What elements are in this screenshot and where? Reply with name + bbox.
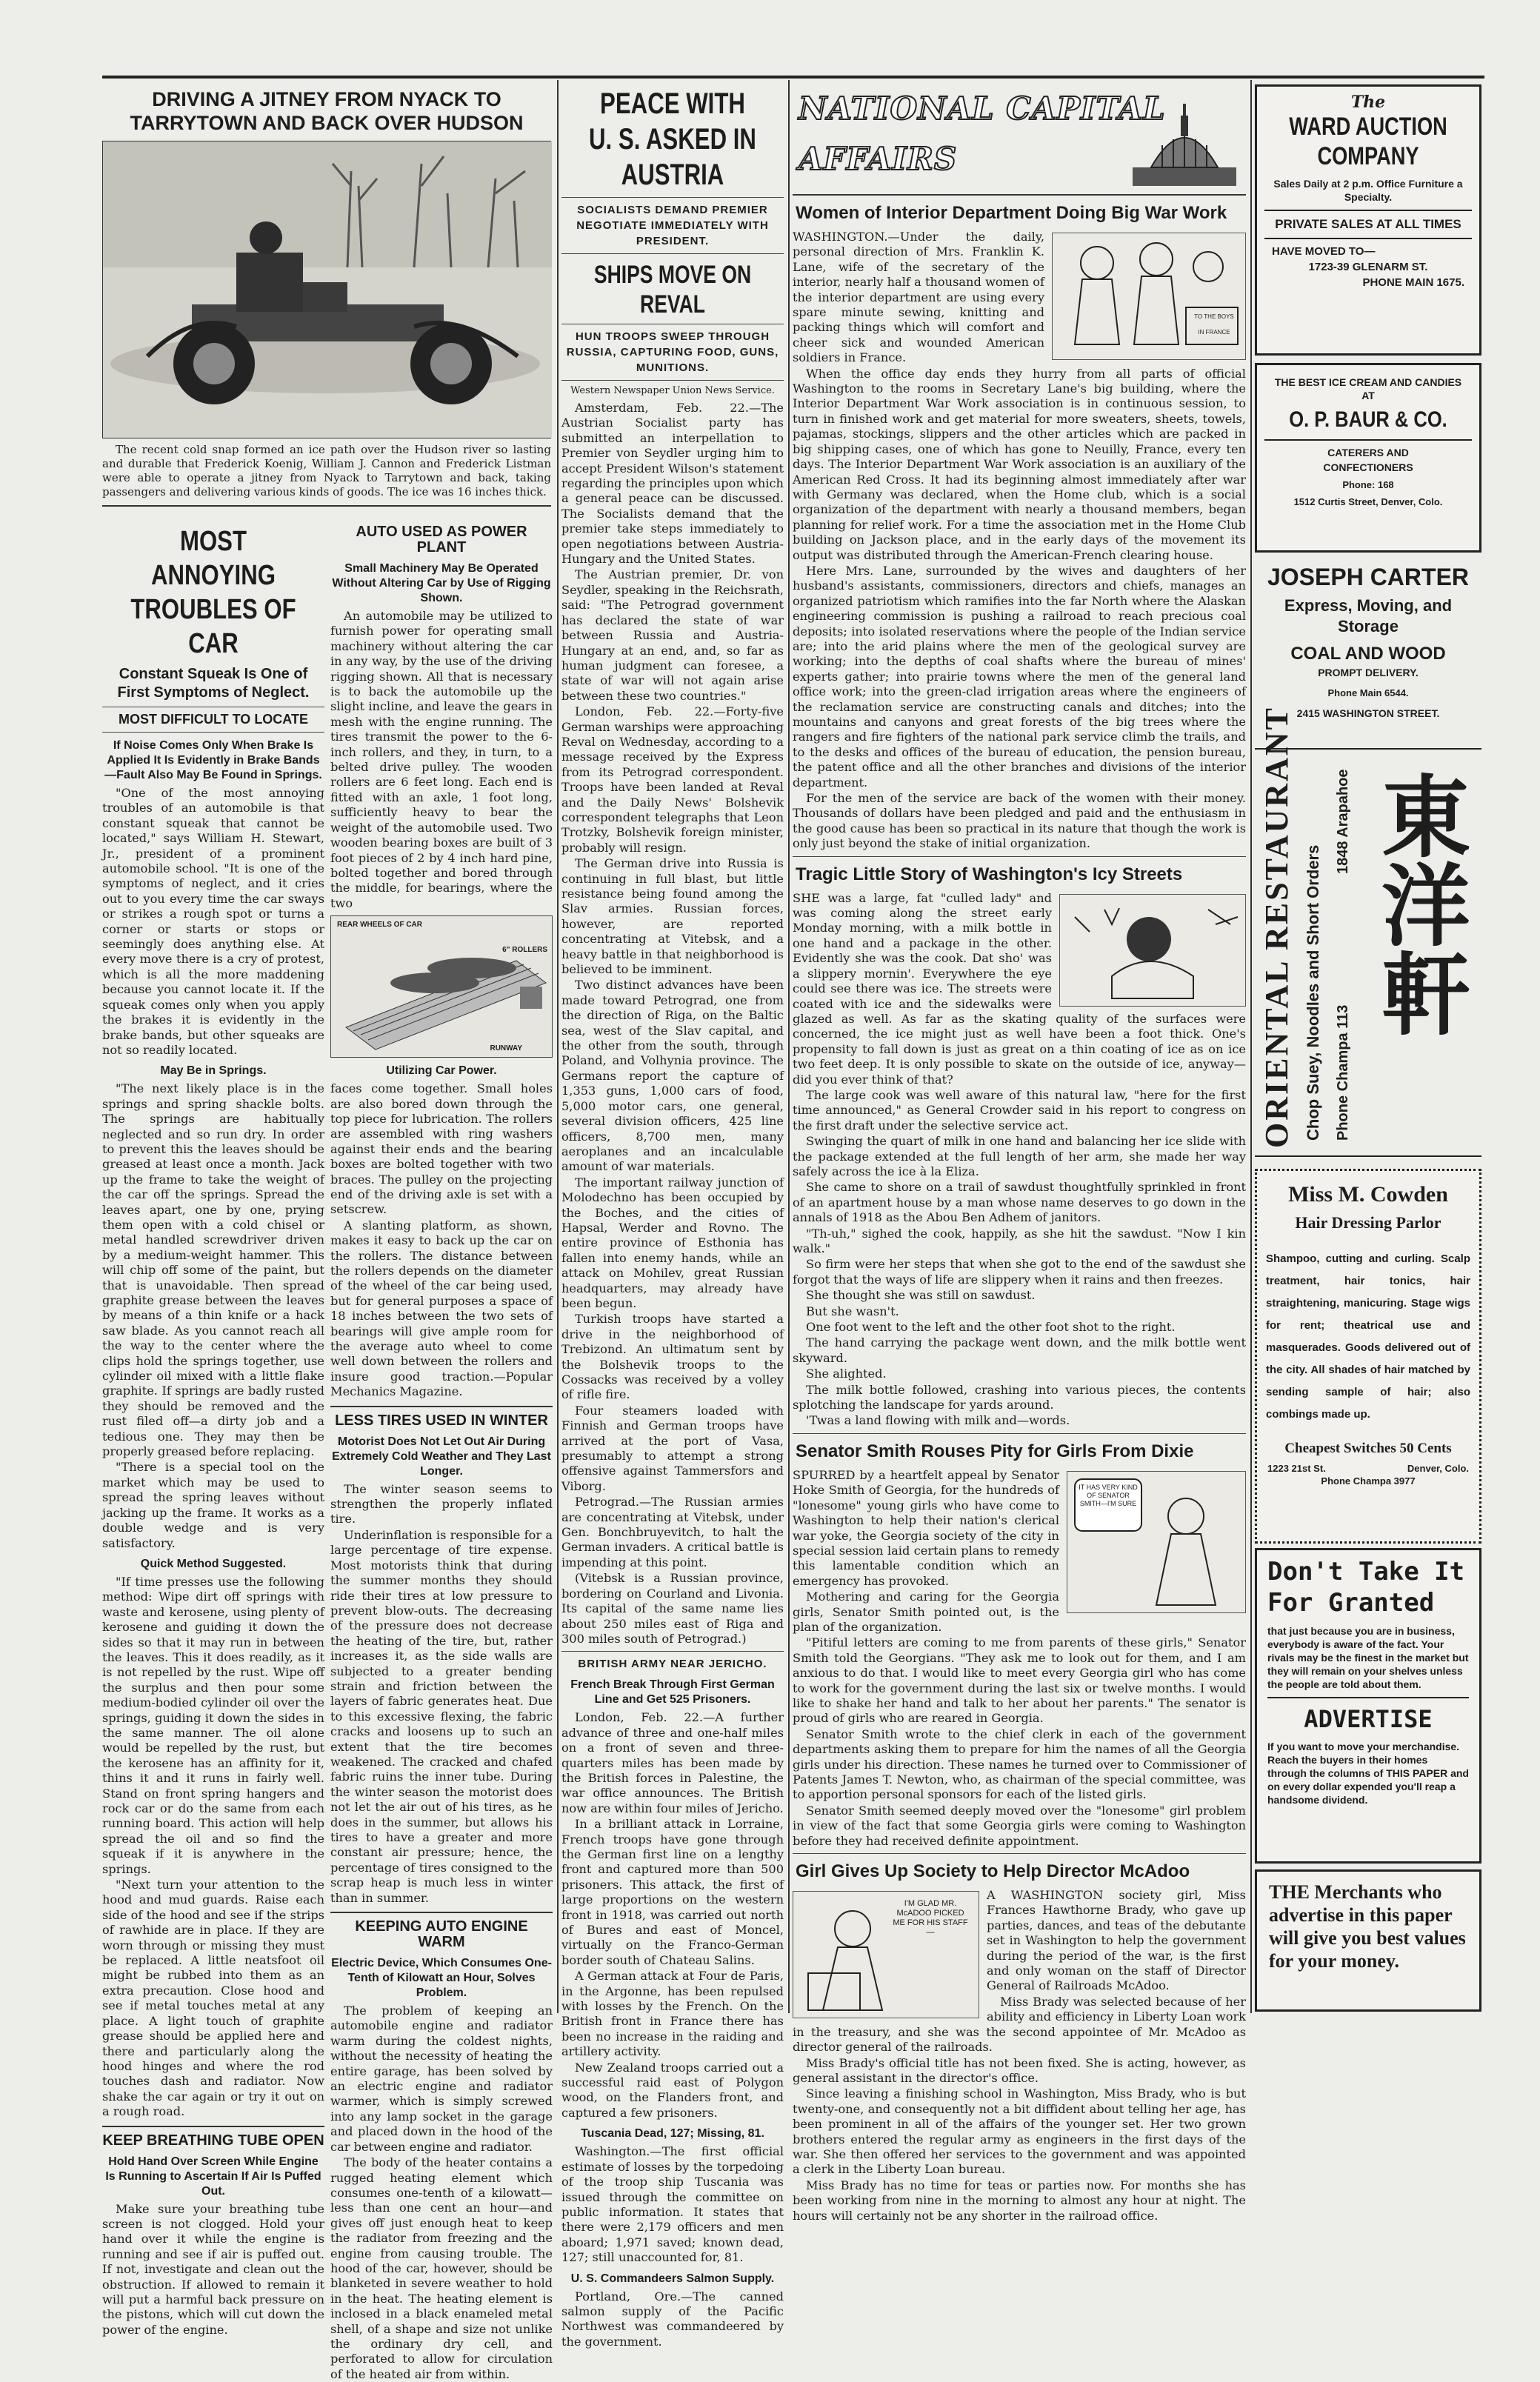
- merchants-ad: [1255, 1869, 1481, 2012]
- ad-the: The: [1350, 93, 1386, 112]
- illustration-drawing: [1060, 895, 1245, 1006]
- speech-bubble: IT HAS VERY KIND OF SENATOR SMITH—I'M SURE: [1079, 1483, 1138, 1507]
- ad-content: [1257, 93, 1479, 289]
- power-title: AUTO USED AS POWER PLANT: [356, 524, 527, 556]
- paragraph: London, Feb. 22.—A further advance of three and one-half miles on a front of seven and three-quarters miles has been made by the British forces in Palestine, the war office announces. The British now are within four miles of Jericho.: [561, 1710, 784, 1815]
- restaurant-phone: Phone Champa 113: [1335, 1004, 1351, 1141]
- divider: [330, 1406, 553, 1407]
- paragraph: Two distinct advances have been made toward Petrograd, one from the direction of Riga, on the Baltic sea, west of the Slav capital, and the other from the south, through Poland, and Volhynia province. The Germans report the capture of 1,353 guns, 1,000 cars of food, 5,000 motor cars, one general, several division officers, 425 line officers, 8,700 men, many aeroplanes and an incalculable amount of war materials.: [561, 978, 784, 1174]
- column-3: [561, 80, 784, 2349]
- capitol-dome-icon: [1129, 93, 1240, 190]
- ad-line: CONFECTIONERS: [1323, 461, 1413, 473]
- paragraph: Petrograd.—The Russian armies are concentrating at Vitebsk, under Gen. Bonchbruyevitch, to halt the German invaders. A critical battle is impending at this point.: [561, 1495, 784, 1569]
- column-rule: [1250, 80, 1252, 2013]
- paragraph: Miss Brady was selected because of her ability and efficiency in Liberty Loan work in the treasury, and she was the second appointee of Mr. McAdoo as director general of the railroads.: [793, 1994, 1246, 2055]
- ad-line: Phone: 168: [1342, 479, 1394, 490]
- paragraph: A German attack at Four de Paris, in the Argonne, has been repulsed with losses by the French. On the British front in France there has been no increase in the raiding and artillery activity.: [561, 1969, 784, 2059]
- ad-line: 1223 21st St.: [1267, 1463, 1326, 1474]
- army-deck: French Break Through First German Line and Get 525 Prisoners.: [570, 1678, 775, 1707]
- paragraph: "Pitiful letters are coming to me from parents of these girls," Senator Smith told the Georgians. "They ask me to look out for them, and I am anxious to do that. I would like to meet every Georgia girl who has come to work for the government during the last six or twelve months. I would like to shake her hand and talk to her about her parents." The senator is proud of girls who are reared in Georgia.: [793, 1635, 1246, 1726]
- jitney-title: DRIVING A JITNEY FROM NYACK TO TARRYTOWN AND BACK OVER HUDSON: [130, 88, 524, 134]
- slipping-cook-illustration: [1059, 894, 1246, 1007]
- divider: [561, 253, 784, 254]
- paragraph: "One of the most annoying troubles of an automobile is that constant squeak that cannot be located," says William H. Stewart, Jr., president of a prominent automobile school. "It is one of the symptoms of neglect, and it cries out to you every time the car sways or strikes a rough spot or turns a corner or starts or stops or seemingly does anything else. At every move there is a cry of protest, which is all the more maddening because you cannot locate it. If the squeak comes only when you apply the brakes it is evidently in the brake bands, but other squeaks are not so readily located.: [102, 786, 324, 1057]
- paragraph: Here Mrs. Lane, surrounded by the wives and daughters of her husband's assistants, commissioners, directors and chiefs, manages an organized patriotism which ramifies into the far North where the Alaskan engineering commission is pushing a railroad to reach precious coal deposits; into isolated reservations where the people of the Indian service are; into the arid plains where the men of the geological survey are working; into the depths of coal shafts where the bureau of mines' experts gather; into prairie towns where the men of the general land office work; into the green-clad irrigation areas where the engineers of the reclamation service are constructing canals and ditches; into the mountains and canyons and great forests of the big trees where the rangers and fire fighters of the national park service climb the trails, and to the desks and offices of the bureau of education, the pension bureau, the patent office and all the other branches and divisions of the interior department.: [793, 563, 1246, 790]
- tires-deck: Motorist Does Not Let Out Air During Extremely Cold Weather and They Last Longer.: [332, 1435, 551, 1478]
- story4-title: Girl Gives Up Society to Help Director McAdoo: [796, 1861, 1190, 1882]
- brady-illustration: [793, 1891, 979, 2018]
- power-body: [330, 609, 553, 911]
- ad-name: Miss M. Cowden: [1288, 1182, 1448, 1207]
- paragraph: The large cook was well aware of this natural law, "here for the first time announced," as General Crowder said in his report to congress on the first draft under the selective service act.: [793, 1087, 1246, 1132]
- ad-body: that just because you are in business, everybody is aware of the fact. Your rivals may be the finest in the market but they will remain on your shelves unless the people are told about them.: [1267, 1625, 1469, 1690]
- masthead-line-2: AFFAIRS: [799, 141, 958, 177]
- divider: [793, 1853, 1246, 1854]
- column-4: [793, 80, 1246, 2223]
- jitney-caption: The recent cold snap formed an ice path over the Hudson river so lasting and durable that Frederick Koenig, William J. Cannon and Frederick Listman were able to operate a jitney from Nyack to Tarrytown and back, taking passengers and delivering various kinds of goods. The ice was 16 inches thick.: [102, 443, 551, 498]
- news-service: Western Newspaper Union News Service.: [570, 385, 775, 396]
- ad-line: HAVE MOVED TO—: [1272, 245, 1376, 258]
- divider: [561, 380, 784, 381]
- peace-body: [561, 401, 784, 1647]
- paragraph: A slanting platform, as shown, makes it easy to back up the car on the rollers. The distance between the rollers depends on the diameter of the wheel of the car being used, but for general purposes a space of 18 inches between the two sets of bearings will give ample room for the average auto wheel to come well down between the rollers and insure good traction.—Popular Mechanics Magazine.: [330, 1218, 553, 1399]
- springs-head: May Be in Springs.: [160, 1064, 267, 1078]
- paragraph: In a brilliant attack in Lorraine, French troops have gone through the German first line on a lengthy front and captured more than 500 prisoners. This attack, the first of large proportions on the western front in 1918, was carried out north of Bures and east of Moncel, virtually on the Franco-German border south of Chateau Salins.: [561, 1817, 784, 1967]
- paragraph: Senator Smith wrote to the chief clerk in each of the government departments asking them to prepare for him the names of all the Georgia girls under his direction. These names he turned over to Commissioner of Patents James T. Newton, who, as chairman of the special committee, was to apportion personal sponsors for each of the listed girls.: [793, 1727, 1246, 1802]
- springs-body: [102, 1081, 324, 1551]
- paragraph: One foot went to the left and the other foot shot to the right.: [806, 1320, 1176, 1335]
- ad-body: Shampoo, cutting and curling. Scalp treatment, hair tonics, hair straightening, manicuring. Stage wigs for rent; theatrical use and masquerades. Goods delivered out of the city. All shades of hair matched by sending sample of hair; also combings made up.: [1266, 1252, 1470, 1421]
- restaurant-phone-wrap: [1332, 755, 1361, 1155]
- paragraph: Mothering and caring for the Georgia girls, Senator Smith pointed out, is the plan of the organization.: [793, 1589, 1059, 1634]
- paragraph: Swinging the quart of milk in one hand and balancing her ice slide with the package extended at the full length of her arm, she made her way safely across the ice à la Eliza.: [793, 1134, 1246, 1178]
- paragraph: The body of the heater contains a rugged heating element which consumes one-tenth of a kilowatt—less than one cent an hour—and gives off just enough heat to keep the radiator from freezing and the engine from causing trouble. The hood of the car, however, should be blanketed in severe weather to hold in the heat. The heating element is inclosed in a black enameled metal shell, of a shape and size not unlike the ordinary dry cell, and perforated to allow for circulation of the heated air from within.: [330, 2155, 553, 2381]
- tube-title: KEEP BREATHING TUBE OPEN: [102, 2132, 324, 2149]
- paragraph: An automobile may be utilized to furnish power for operating small machinery without altering the car in any way, by the use of the driving rigging shown. All that is necessary is to back the automobile up the slight incline, and leave the gears in mesh with the engine running. The tires transmit the power to the 6-inch rollers, and they, in turn, to a belted drive pulley. The wooden rollers are 6 feet long. Each end is fitted with an axle, 1 foot long, sufficiently heavy to bear the weight of the automobile used. Two wooden bearing boxes are built of 3 foot pieces of 2 by 4 inch hard pine, bolted together and bored through the middle, for bearings, where the two: [330, 609, 553, 910]
- paragraph: 'Twas a land flowing with milk and—words.: [806, 1413, 1070, 1428]
- story3-title: Senator Smith Rouses Pity for Girls From Dixie: [796, 1441, 1194, 1461]
- paragraph: The winter season seems to strengthen the properly inflated tire.: [330, 1481, 553, 1527]
- paragraph: She came to shore on a trail of sawdust thoughtfully sprinkled in front of an apartment house by a man whose name deserves to go down in the annals of 1918 as the Abou Ben Adhem of janitors.: [793, 1180, 1246, 1225]
- ad-body: THE Merchants who advertise in this paper will give you best values for your money.: [1269, 1881, 1466, 1972]
- dont-take-it-for-granted-ad: [1255, 1548, 1481, 1864]
- story2-body: [793, 891, 1246, 1429]
- paragraph: She thought she was still on sawdust.: [806, 1288, 1036, 1303]
- paragraph: Make sure your breathing tube screen is not clogged. Hold your hand over it while the engine is running and see if air is puffed out. If not, investigate and clean out the obstruction. If allowed to remain it will put a harmful back pressure on the pistons, which will cut down the power of the engine.: [102, 2201, 324, 2337]
- restaurant-name-wrap: [1258, 706, 1302, 1155]
- divider: [102, 732, 324, 733]
- paragraph: Miss Brady's official title has not been fixed. She is acting, however, as general assistant in the director's office.: [793, 2055, 1246, 2085]
- paragraph: The hand carrying the package went down, and the milk bottle went skyward.: [793, 1335, 1246, 1365]
- divider: [793, 856, 1246, 857]
- paragraph: Senator Smith seemed deeply moved over the "lonesome" girl problem in view of the fact that some Georgia girls were coming to Washington before they had received definite appointment.: [793, 1803, 1246, 1848]
- tuscania-body: [561, 2144, 784, 2265]
- power-deck: Small Machinery May Be Operated Without Altering Car by Use of Rigging Shown.: [332, 562, 551, 604]
- ad-name: WARD AUCTION COMPANY: [1289, 113, 1447, 170]
- paragraph: New Zealand troops carried out a successful raid east of Polygon wood, on the Flanders front, and captured a few prisoners.: [561, 2060, 784, 2120]
- story3-body: [793, 1468, 1246, 1849]
- paragraph: Amsterdam, Feb. 22.—The Austrian Socialist party has submitted an interpellation to Premier von Seydler urging him to accept President Wilson's statement regarding the principles upon which a general peace can be discussed. The Socialists demand that the premier take steps immediately to open negotiations between Austria-Hungary and the United States.: [561, 401, 784, 567]
- paragraph: Four steamers loaded with Finnish and German troops have arrived at the port of Vasa, presumably to attempt a strong offensive against Tammersfors and Viborg.: [561, 1403, 784, 1493]
- ad-title: Don't Take It For Granted: [1267, 1557, 1465, 1618]
- warm-deck: Electric Device, Which Consumes One-Tenth of Kilowatt an Hour, Solves Problem.: [331, 1957, 552, 2000]
- tube-deck: Hold Hand Over Screen While Engine Is Running to Ascertain If Air Is Puffed Out.: [105, 2155, 321, 2198]
- ad-content: [1255, 563, 1481, 719]
- paragraph: "If time presses use the following method: Wipe dirt off springs with waste and kerosene, using plenty of kerosene and guiding it down the sides so that it may run in between the leaves. This it does readily, as it is not repelled by the rust. Wipe off the surplus and then pour some medium-bodied cylinder oil over the springs, guiding it down the sides in the same manner. The oil alone would be repelled by the rust, but the kerosene has an affinity for it, thins it and it runs in fairly well. Stand on front spring hangers and rock car or do the same from each running board. This action will help spread the oil and so find the squeak if it is anywhere in the springs.: [102, 1574, 324, 1876]
- paragraph: For the men of the service are back of the women with their money. Thousands of dollars have been pledged and paid and the enthusiasm in the good cause has been so practical in its nature that though the work is only just beyond the stake of initial organization.: [793, 791, 1246, 851]
- salmon-head: U. S. Commandeers Salmon Supply.: [570, 2272, 775, 2285]
- column-rule: [788, 80, 790, 2013]
- column-2: [330, 518, 553, 2381]
- top-rule: [102, 76, 1484, 79]
- ad-line: PHONE MAIN 1675.: [1362, 276, 1464, 289]
- ad-line: THE BEST ICE CREAM AND CANDIES AT: [1274, 376, 1462, 401]
- figure-caption: Utilizing Car Power.: [386, 1064, 497, 1078]
- ad-line: CATERERS AND: [1327, 447, 1409, 458]
- paragraph: The problem of keeping an automobile engine and radiator warm during the coldest nights, without the necessity of heating the entire garage, has been solved by an electric engine and radiator warmer, which is simply screwed into any lamp socket in the garage and placed down in the hood of the car between engine and radiator.: [330, 2004, 553, 2154]
- salmon-body: [561, 2289, 784, 2350]
- story1-body: [793, 230, 1246, 852]
- divider: [1264, 439, 1472, 441]
- restaurant-line-wrap: [1301, 755, 1333, 1155]
- power-figure: [330, 915, 553, 1058]
- divider: [102, 2126, 324, 2127]
- divider: [330, 1912, 553, 1913]
- ad-content: [1257, 1550, 1479, 1818]
- tube-body: [102, 2202, 324, 2338]
- paragraph: (Vitebsk is a Russian province, bordering on Courland and Livonia. Its capital of the same name lies about 250 miles east of Riga and 300 miles south of Petrograd.): [561, 1571, 784, 1646]
- paragraph: Underinflation is responsible for a large percentage of tire expense. Most motorists think that during the summer months they should ride their tires at low pressure to prevent blow-outs. The decreasing of the pressure does not decrease the heating of the tire, but, rather increases it, as the side walls are subjected to a greater bending strain and friction between the layers of fabric generates heat. Due to this excessive flexing, the fabric cracks and loosens up to such an extent that the tire becomes weakened. The cracked and chafed fabric ruins the inner tube. During the winter season the motorist does not let the air out of his tires, as he does in the summer, but allows his tires to have a greater and more constant air pressure; hence, the percentage of tires consigned to the scrap heap is much less in winter than in summer.: [330, 1527, 553, 1905]
- figure-label-wheels: REAR WHEELS OF CAR: [337, 921, 422, 930]
- army-body: [561, 1710, 784, 2121]
- restaurant-address: 1848 Arapahoe: [1335, 769, 1351, 874]
- ad-title-2: ADVERTISE: [1304, 1705, 1433, 1733]
- quick-head: Quick Method Suggested.: [140, 1557, 287, 1570]
- reval-deck: HUN TROOPS SWEEP THROUGH RUSSIA, CAPTURING FOOD, GUNS, MUNITIONS.: [566, 330, 779, 374]
- paragraph: SPURRED by a heartfelt appeal by Senator Hoke Smith of Georgia, for the hundreds of "lonesome" young girls who have come to Washington to help their nation's clerical war yoke, the Georgia society of the city in special session laid certain plans to remedy this lamentable condition which an emergency has provoked.: [793, 1467, 1059, 1588]
- story2-title: Tragic Little Story of Washington's Icy Streets: [796, 864, 1183, 884]
- tires-title: LESS TIRES USED IN WINTER: [335, 1412, 548, 1429]
- ad-line: Sales Daily at 2 p.m. Office Furniture a Specialty.: [1273, 178, 1463, 203]
- ad-address: [1267, 1463, 1469, 1474]
- paragraph: London, Feb. 22.—Forty-five German warships were approaching Reval on Wednesday, according to a message received by the Express from its Petrograd correspondent. Troops have been landed at Reval and the Daily News' Bolshevik correspondent telegraphs that Leon Trotzky, Bolshevik foreign minister, probably will resign.: [561, 704, 784, 855]
- troubles-deck-3: If Noise Comes Only When Brake Is Applied It Is Evidently in Brake Bands—Fault Also May Be Found in Springs.: [104, 739, 322, 781]
- ad-body: If you want to move your merchandise. Reach the buyers in their homes through the columns of THIS PAPER and on every dollar expended you'll reap a handsome dividend.: [1267, 1741, 1469, 1806]
- paragraph: "Th-uh," sighed the cook, happily, as she hit the sawdust. "Now I kin walk.": [793, 1226, 1246, 1255]
- ad-line: 2415 WASHINGTON STREET.: [1296, 707, 1440, 719]
- knitting-women-illustration: [1052, 233, 1246, 360]
- divider: [793, 1433, 1246, 1434]
- ad-name: JOSEPH CARTER: [1267, 564, 1470, 590]
- figure-label-rollers: 6" ROLLERS: [502, 946, 547, 955]
- paragraph: She alighted.: [806, 1367, 887, 1381]
- paragraph: faces come together. Small holes are also bored down through the top piece for lubrication. The rollers are assembled with ring washers against their ends and the bearing boxes are bolted together with two braces. The pulley on the projecting end of the driving axle is set with a setscrew.: [330, 1081, 553, 1217]
- figure-label-runway: RUNWAY: [490, 1044, 522, 1053]
- ad-name: O. P. BAUR & CO.: [1289, 407, 1447, 432]
- ad-line: Denver, Colo.: [1407, 1463, 1469, 1474]
- warm-title: KEEPING AUTO ENGINE WARM: [355, 1918, 528, 1951]
- baur-ad: [1255, 363, 1481, 553]
- ad-content: [1257, 376, 1479, 507]
- power-body-2: [330, 1081, 553, 1400]
- georgia-girl-illustration: [1067, 1471, 1246, 1613]
- ad-line: PROMPT DELIVERY.: [1318, 667, 1419, 678]
- paragraph: The German drive into Russia is continuing in full blast, but little resistance being found among the Slav armies. Russian forces, however, are reported concentrating at Vitebsk, and a heavy battle in that neighborhood is believed to be imminent.: [561, 856, 784, 977]
- troubles-body: [102, 786, 324, 1058]
- rollers-diagram: [331, 916, 552, 1057]
- paragraph: So firm were her steps that when she got to the end of the sawdust she forgot that the ways of life are slippery when it rains and then freezes.: [793, 1257, 1246, 1287]
- restaurant-chinese-sign: 東洋軒: [1367, 770, 1470, 1037]
- ad-line: Cheapest Switches 50 Cents: [1284, 1441, 1452, 1456]
- army-head: BRITISH ARMY NEAR JERICHO.: [578, 1658, 767, 1671]
- paragraph: Miss Brady has no time for teas or parties now. For months she has been working from nine in the morning to almost any hour at night. The hours will certainly not be any shorter in the railroad office.: [793, 2178, 1246, 2223]
- paragraph: The important railway junction of Molodechno has been occupied by the Boches, and the cities of Hapsal, Werder and Rovno. The entire province of Esthonia has fallen into enemy hands, while an attack on Mohilev, great Russian headquarters, may already have been begun.: [561, 1175, 784, 1310]
- column-rule: [557, 80, 559, 2013]
- restaurant-name: ORIENTAL RESTAURANT: [1259, 706, 1295, 1148]
- paragraph: "The next likely place is in the springs and spring shackle bolts. The springs are habitually neglected and so run dry. In order to prevent this the leaves should be greased at least once a month. Jack up the frame to take the weight of the car off the springs. Spread the leaves apart, one by one, prying them open with a cold chisel or metal handled screwdriver driven by a medium-weight hammer. This will chip off some of the paint, but that is unavoidable. Then spread graphite grease between the leaves by means of a thin knife or a hack saw blade. As you cannot reach all the way to the center where the clips hold the springs together, use cylinder oil mixed with a little flake graphite. If springs are badly rusted they should be removed and the rust filed off—a dirty job and a tedious one. They may then be properly greased before replacing.: [102, 1081, 324, 1459]
- ward-auction-ad: [1255, 84, 1481, 356]
- jitney-photo: [102, 141, 551, 438]
- divider: [561, 1651, 784, 1652]
- troubles-deck-2: MOST DIFFICULT TO LOCATE: [119, 712, 308, 727]
- illustration-drawing: [1053, 233, 1245, 359]
- ad-line: Express, Moving, and Storage: [1284, 596, 1453, 635]
- quick-body: [102, 1575, 324, 2120]
- ad-line: Phone Champa 3977: [1321, 1475, 1416, 1487]
- ad-line: Hair Dressing Parlor: [1295, 1213, 1441, 1232]
- paragraph: When the office day ends they hurry from all parts of official Washington to the rooms in Secretary Lane's big building, where the Interior Department War Work association is in continuous session, to turn in finished work and get material for more sweaters, sheets, towels, pajamas, stockings, slippers and the other articles which are packed in big shipping cases, one of which has gone to Neuilly, France, every ten days. The Interior Department War Work association is an auxiliary of the American Red Cross. It had its beginning almost immediately after war with Germany was declared, when the Home club, which is a social organization of the department with nearly a thousand members, began planning for relief work. For a time the association met in the Home Club building on Jackson place, and in the early days of the movement its output was distributed through the American-French clearing house.: [793, 366, 1246, 562]
- column-1: [102, 518, 324, 2337]
- reval-title: SHIPS MOVE ON REVAL: [593, 261, 752, 318]
- tuscania-head: Tuscania Dead, 127; Missing, 81.: [581, 2127, 764, 2141]
- paragraph: The milk bottle followed, crashing into various pieces, the contents splotching the landscape for yards around.: [793, 1382, 1246, 1412]
- paragraph: The Austrian premier, Dr. von Seydler, speaking in the Reichsrath, said: "The Petrograd government has declared the state of war between Russia and Austria-Hungary at an end, and, so far as human judgment can foresee, a state of war will not again arise between these two countries.": [561, 567, 784, 703]
- masthead-line-1: NATIONAL CAPITAL: [799, 90, 1166, 127]
- divider: [1264, 238, 1472, 239]
- paragraph: WASHINGTON.—Under the daily, personal direction of Mrs. Franklin K. Lane, wife of the secretary of the interior, nearly half a thousand women of the interior department are using every spare minute sewing, knitting and packing things which will comfort and cheer sick and wounded American soldiers in France.: [793, 230, 1044, 365]
- paragraph: Since leaving a finishing school in Washington, Miss Brady, who is but twenty-one, and consequently not a bit diffident about telling her age, has been prominent in all of the affairs of the younger set. Her two grown brothers entered the regular army as engineers in the first days of the war. She then offered her services to the government and was appointed a clerk in the Liberty Loan bureau.: [793, 2086, 1246, 2177]
- paragraph: Portland, Ore.—The canned salmon supply of the Pacific Northwest was commandeered by the government.: [561, 2289, 784, 2349]
- paragraph: A WASHINGTON society girl, Miss Frances Hawthorne Brady, who gave up parties, dances, and teas of the debutante set in Washington to help the government during the period of the war, is the first and only woman on the staff of Director General of Railroads McAdoo.: [987, 1888, 1246, 1993]
- peace-deck: SOCIALISTS DEMAND PREMIER NEGOTIATE IMMEDIATELY WITH PRESIDENT.: [576, 204, 769, 247]
- restaurant-line: Chop Suey, Noodles and Short Orders: [1304, 844, 1322, 1141]
- ad-line: PRIVATE SALES AT ALL TIMES: [1275, 217, 1461, 231]
- tires-body: [330, 1482, 553, 1906]
- ad-content: [1257, 1181, 1479, 1487]
- warm-body: [330, 2004, 553, 2382]
- paragraph: SHE was a large, fat "culled lady" and was coming along the street early Monday morning, with a milk bottle in one hand and a package in the other. Evidently she was the cook. Dat sho' was a slippery mornin'. Everywhere the eye could see there was ice. The streets were coated with ice and the sidewalks were glazed as well. As far as the skating quality of the surfaces were concerned, the ice might just as well have been a foot thick. One's propensity to fall down is just as great on a thin coating of ice as on ice two feet deep. It is only possible to skate on the outside of ice, anyway—did you ever think of that?: [793, 890, 1246, 1087]
- section-rule: [102, 505, 551, 507]
- speech-bubble: I'M GLAD MR. McADOO PICKED ME FOR HIS STAFF—: [893, 1899, 968, 1938]
- ad-line: Phone Main 6544.: [1327, 687, 1409, 698]
- divider: [1264, 210, 1472, 211]
- divider: [1267, 1697, 1469, 1698]
- troubles-deck: Constant Squeak Is One of First Symptoms of Neglect.: [117, 666, 310, 701]
- ad-line: 1512 Curtis Street, Denver, Colo.: [1293, 496, 1443, 507]
- paragraph: "Next turn your attention to the hood and mud guards. Raise each side of the hood and see if the strips of rawhide are in place. If they are worn through or missing they must be replaced. A little neatsfoot oil might be rubbed into them as an extra precaution. Close hood and see if metal touches metal at any place. A light touch of graphite grease should be applied here and there and particularly along the hood hinges and where the rod touches dash and radiator. Now shake the car again or try it out on a rough road.: [102, 1878, 324, 2119]
- troubles-title: MOST ANNOYING TROUBLES OF CAR: [130, 526, 296, 659]
- peace-title: PEACE WITH U. S. ASKED IN AUSTRIA: [589, 87, 756, 191]
- national-capital-masthead: [793, 83, 1246, 196]
- ad-line: COAL AND WOOD: [1290, 644, 1446, 664]
- story1-title: Women of Interior Department Doing Big War Work: [796, 203, 1227, 223]
- paragraph: Washington.—The first official estimate of losses by the torpedoing of the troop ship Tuscania was issued through the committee on public information. It states that there were 2,179 officers and men aboard; 1,971 saved; known dead, 127; still unaccounted for, 81.: [561, 2144, 784, 2265]
- story4-body: [793, 1888, 1246, 2223]
- divider: [561, 197, 784, 198]
- cowden-ad: [1255, 1169, 1481, 1544]
- illustration-label: TO THE BOYS IN FRANCE: [1194, 313, 1234, 336]
- ad-line: 1723-39 GLENARM ST.: [1308, 261, 1428, 273]
- paragraph: Turkish troops have started a drive in the neighborhood of Trebizond. An ultimatum sent by the Bolshevik troops to the Cossacks was received by a volley of rifle fire.: [561, 1312, 784, 1402]
- paragraph: But she wasn't.: [806, 1304, 899, 1318]
- paragraph: "There is a special tool on the market which may be used to spread the spring leaves without jacking up the frame. It works as a double wedge and is very satisfactory.: [102, 1460, 324, 1550]
- jitney-car-image: [103, 141, 552, 438]
